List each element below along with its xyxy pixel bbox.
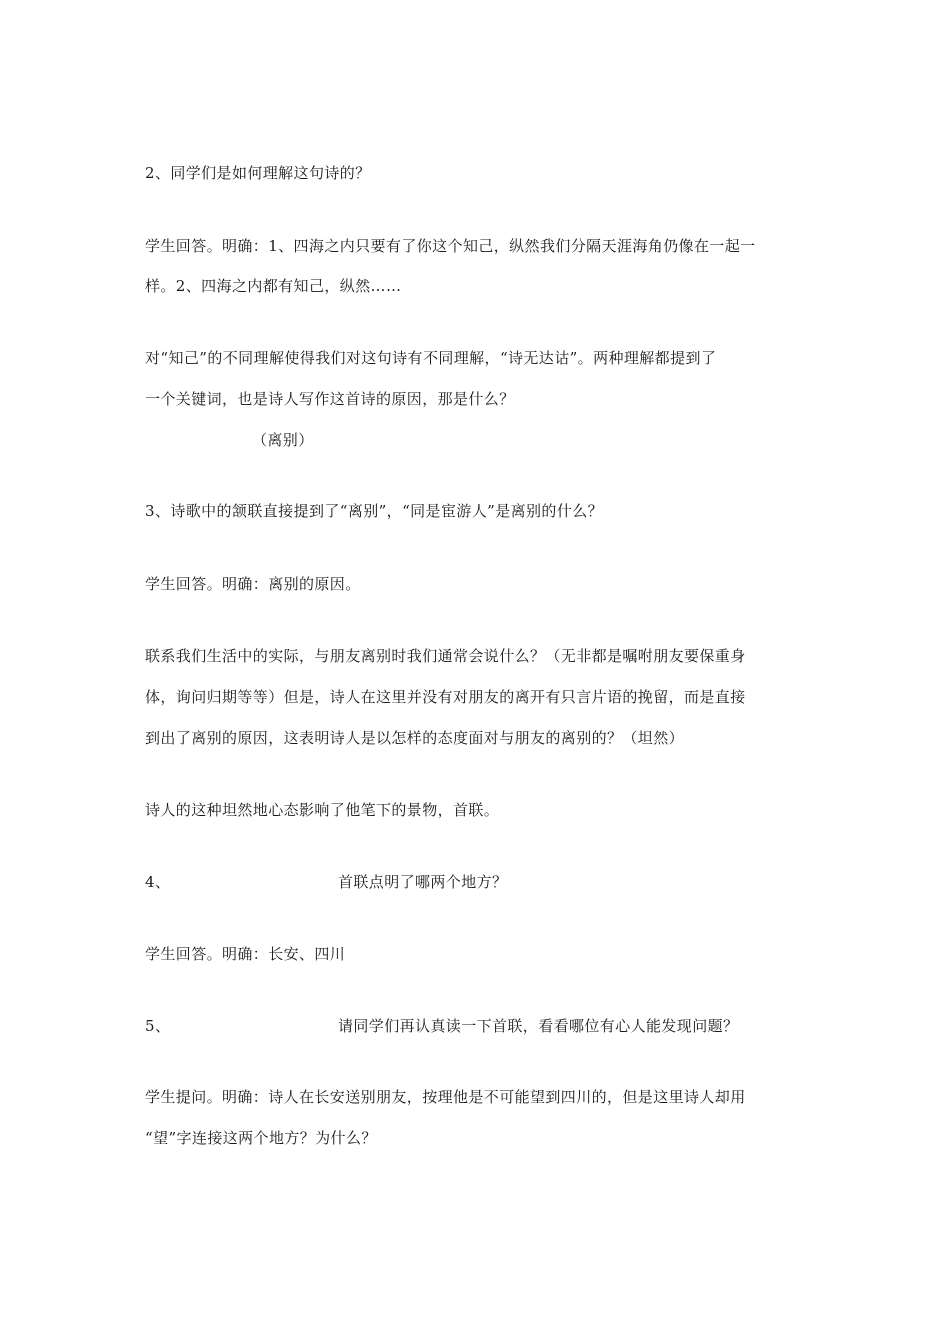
question-5-number: 5、 bbox=[145, 1017, 171, 1035]
note-libie: （离别） bbox=[252, 431, 314, 449]
answer-3: 学生回答。明确：离别的原因。 bbox=[145, 575, 361, 593]
paragraph-tanran: 诗人的这种坦然地心态影响了他笔下的景物，首联。 bbox=[145, 801, 500, 819]
paragraph-zhiji-line-2: 一个关键词，也是诗人写作这首诗的原因，那是什么？ bbox=[145, 390, 515, 408]
answer-4: 学生回答。明确：长安、四川 bbox=[145, 945, 346, 963]
answer-2-line-2: 样。2、四海之内都有知己，纵然…… bbox=[145, 277, 402, 295]
answer-5-line-1: 学生提问。明确：诗人在长安送别朋友，按理他是不可能望到四川的，但是这里诗人却用 bbox=[145, 1088, 746, 1106]
question-5-text: 请同学们再认真读一下首联，看看哪位有心人能发现问题？ bbox=[338, 1017, 739, 1035]
answer-5-line-2: “望”字连接这两个地方？为什么？ bbox=[145, 1129, 377, 1147]
paragraph-lianxi-line-1: 联系我们生活中的实际，与朋友离别时我们通常会说什么？（无非都是嘱咐朋友要保重身 bbox=[145, 647, 746, 665]
question-2: 2、同学们是如何理解这句诗的？ bbox=[145, 164, 371, 182]
paragraph-lianxi-line-3: 到出了离别的原因，这表明诗人是以怎样的态度面对与朋友的离别的？（坦然） bbox=[145, 729, 685, 747]
paragraph-lianxi-line-2: 体，询问归期等等）但是，诗人在这里并没有对朋友的离开有只言片语的挽留，而是直接 bbox=[145, 688, 746, 706]
question-3: 3、诗歌中的颔联直接提到了“离别”，“同是宦游人”是离别的什么？ bbox=[145, 502, 604, 520]
paragraph-zhiji-line-1: 对“知己”的不同理解使得我们对这句诗有不同理解，“诗无达诂”。两种理解都提到了 bbox=[145, 349, 717, 367]
question-4-text: 首联点明了哪两个地方？ bbox=[338, 873, 508, 891]
answer-2-line-1: 学生回答。明确：1、四海之内只要有了你这个知己，纵然我们分隔天涯海角仍像在一起一 bbox=[145, 237, 756, 255]
question-4-number: 4、 bbox=[145, 873, 171, 891]
